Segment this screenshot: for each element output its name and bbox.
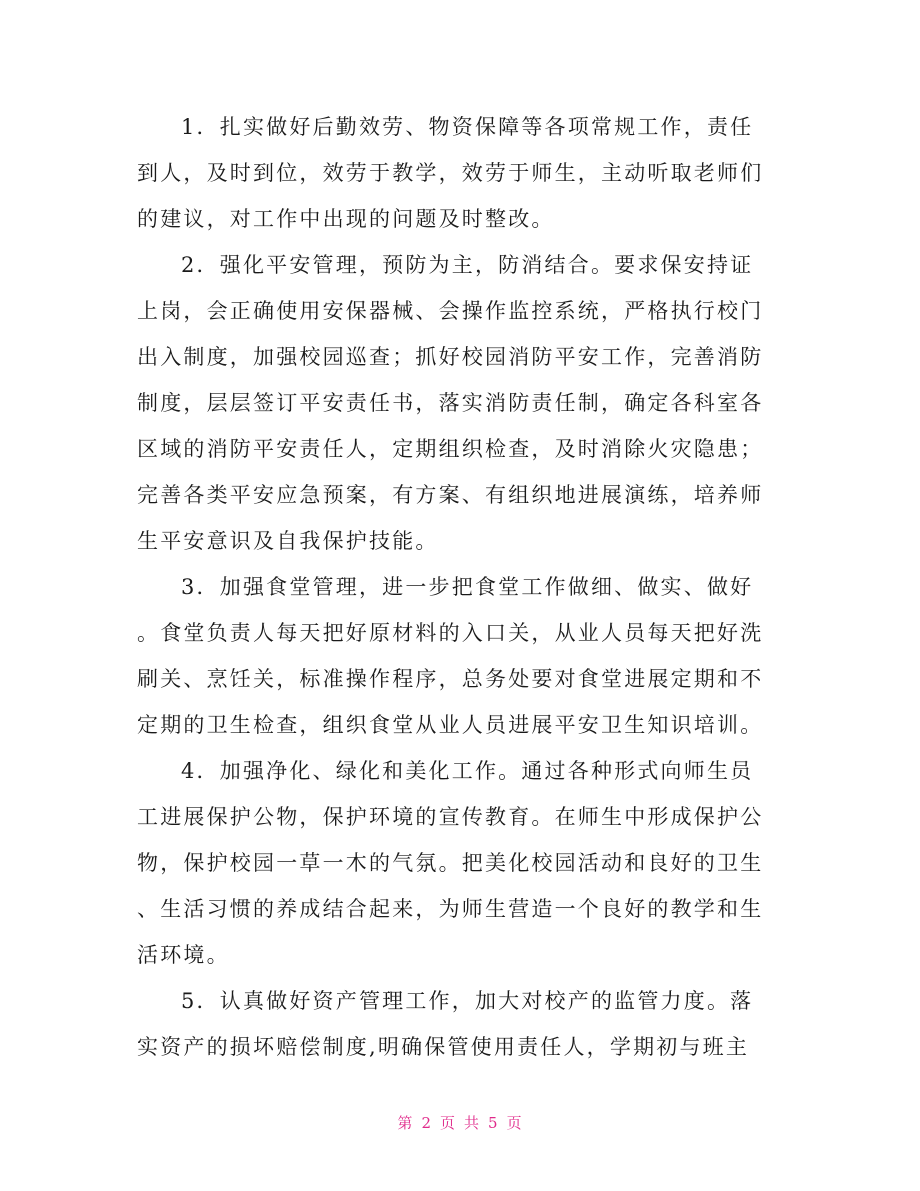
paragraph-line: 实资产的损坏赔偿制度,明确保管使用责任人，学期初与班主 — [137, 1035, 750, 1059]
paragraph-1 — [137, 104, 785, 242]
paragraph-line: 上岗，会正确使用安保器械、会操作监控系统，严格执行校门 — [137, 299, 764, 323]
paragraph-line: 1．扎实做好后勤效劳、物资保障等各项常规工作，责任 — [181, 115, 754, 139]
paragraph-3 — [137, 564, 785, 748]
footer-suffix: 页 — [506, 1114, 523, 1132]
page-footer — [0, 1112, 920, 1133]
footer-total-prefix: 共 — [464, 1114, 481, 1132]
paragraph-line: 的建议，对工作中出现的问题及时整改。 — [137, 207, 555, 231]
footer-current-page: 2 — [421, 1114, 432, 1132]
footer-prefix: 第 — [397, 1114, 414, 1132]
paragraph-line: 到人，及时到位，效劳于教学，效劳于师生，主动听取老师们 — [137, 161, 764, 185]
document-body — [137, 104, 785, 1070]
paragraph-line: 出入制度，加强校园巡查；抓好校园消防平安工作，完善消防 — [137, 345, 764, 369]
paragraph-5 — [137, 978, 785, 1070]
paragraph-line: 4．加强净化、绿化和美化工作。通过各种形式向师生员 — [181, 759, 754, 783]
paragraph-line: 完善各类平安应急预案，有方案、有组织地进展演练，培养师 — [137, 483, 764, 507]
paragraph-line: 制度，层层签订平安责任书，落实消防责任制，确定各科室各 — [137, 391, 764, 415]
paragraph-line: 物，保护校园一草一木的气氛。把美化校园活动和良好的卫生 — [137, 851, 764, 875]
paragraph-line: 生平安意识及自我保护技能。 — [137, 529, 439, 553]
paragraph-line: 2．强化平安管理，预防为主，防消结合。要求保安持证 — [181, 253, 754, 277]
paragraph-line: 活环境。 — [137, 943, 230, 967]
paragraph-4 — [137, 748, 785, 978]
paragraph-line: 。食堂负责人每天把好原材料的入口关，从业人员每天把好洗 — [137, 621, 764, 645]
paragraph-line: 定期的卫生检查，组织食堂从业人员进展平安卫生知识培训。 — [137, 713, 764, 737]
footer-total-pages: 5 — [488, 1114, 499, 1132]
footer-page-word: 页 — [439, 1114, 456, 1132]
paragraph-line: 3．加强食堂管理，进一步把食堂工作做细、做实、做好 — [181, 575, 754, 599]
paragraph-line: 区域的消防平安责任人，定期组织检查，及时消除火灾隐患； — [137, 437, 764, 461]
paragraph-line: 、生活习惯的养成结合起来，为师生营造一个良好的教学和生 — [137, 897, 764, 921]
paragraph-2 — [137, 242, 785, 564]
paragraph-line: 工进展保护公物，保护环境的宣传教育。在师生中形成保护公 — [137, 805, 764, 829]
paragraph-line: 5．认真做好资产管理工作，加大对校产的监管力度。落 — [181, 989, 754, 1013]
paragraph-line: 刷关、烹饪关，标准操作程序，总务处要对食堂进展定期和不 — [137, 667, 764, 691]
